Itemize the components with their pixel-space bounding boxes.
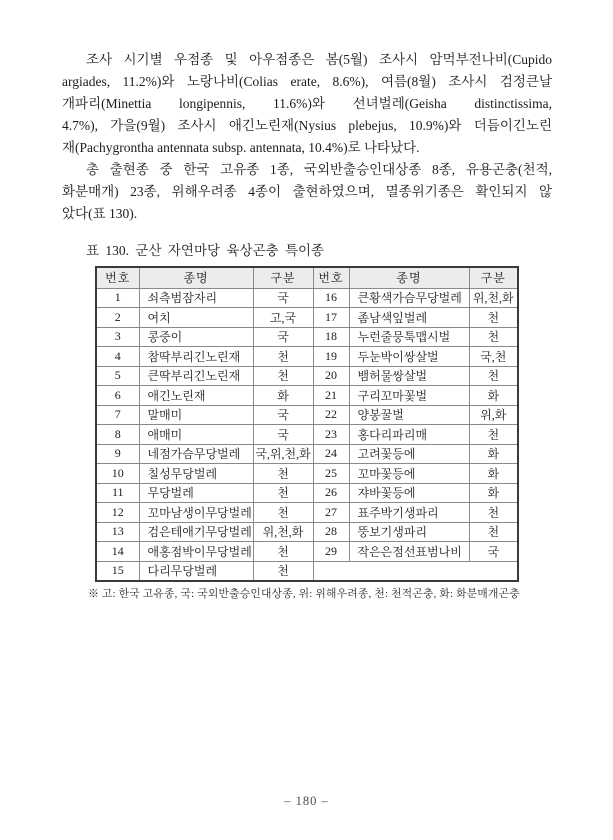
species-category-cell: 천 <box>469 503 518 523</box>
table-row <box>96 483 518 503</box>
table-header-cell: 종명 <box>349 267 469 288</box>
species-number-cell: 11 <box>96 483 139 503</box>
table-body <box>96 288 518 581</box>
table-caption: 표 130. 군산 자연마당 육상곤충 특이종 <box>86 243 325 258</box>
table-header-cell: 번호 <box>313 267 349 288</box>
species-category-cell: 위,천,화 <box>253 522 313 542</box>
species-name-cell: 콩중이 <box>139 327 253 347</box>
species-category-cell: 천 <box>253 561 313 581</box>
species-name-cell: 큰딱부리긴노린재 <box>139 366 253 386</box>
species-category-cell: 천 <box>469 425 518 445</box>
species-number-cell: 15 <box>96 561 139 581</box>
paragraph-line: 조사 시기별 우점종 및 아우점종은 봄(5월) 조사시 암먹부전나비(Cupido <box>86 52 552 67</box>
table-row <box>96 347 518 367</box>
table-row <box>96 386 518 406</box>
species-name-cell: 여치 <box>139 308 253 328</box>
species-name-cell: 쟈바꽃등에 <box>349 483 469 503</box>
species-number-cell: 29 <box>313 542 349 562</box>
paragraph <box>62 49 552 159</box>
species-name-cell: 애매미 <box>139 425 253 445</box>
species-category-cell: 천 <box>253 347 313 367</box>
species-number-cell: 22 <box>313 405 349 425</box>
species-table <box>95 266 519 582</box>
paragraph-line: argiades, 11.2%)와 노랑나비(Colias erate, 8.6%), 여름(8월) 조사시 검정큰날 <box>62 74 552 89</box>
species-category-cell: 국 <box>253 327 313 347</box>
paragraph-line: 았다(표 130). <box>62 206 138 221</box>
body-paragraphs <box>62 49 552 225</box>
species-category-cell: 국 <box>253 425 313 445</box>
table-header-cell: 구분 <box>253 267 313 288</box>
species-name-cell: 양봉꿀벌 <box>349 405 469 425</box>
species-category-cell: 천 <box>469 327 518 347</box>
table-row <box>96 503 518 523</box>
species-number-cell: 16 <box>313 288 349 308</box>
species-category-cell: 화 <box>469 386 518 406</box>
species-number-cell: 28 <box>313 522 349 542</box>
species-name-cell: 검은테애기무당벌레 <box>139 522 253 542</box>
species-category-cell: 화 <box>469 483 518 503</box>
table-row <box>96 288 518 308</box>
table-row <box>96 522 518 542</box>
species-name-cell: 다리무당벌레 <box>139 561 253 581</box>
species-number-cell: 10 <box>96 464 139 484</box>
species-name-cell: 애긴노린재 <box>139 386 253 406</box>
species-category-cell: 화 <box>469 444 518 464</box>
table-row <box>96 366 518 386</box>
species-category-cell: 국,천 <box>469 347 518 367</box>
species-name-cell: 구리꼬마꽃벌 <box>349 386 469 406</box>
paragraph-line: 4.7%), 가을(9월) 조사시 애긴노린재(Nysius plebejus, 10.9%)와 더듬이긴노린 <box>62 118 552 133</box>
species-category-cell: 국 <box>469 542 518 562</box>
species-name-cell: 무당벌레 <box>139 483 253 503</box>
paragraph-line: 재(Pachygrontha antennata subsp. antennata, 10.4%)로 나타났다. <box>62 140 420 155</box>
species-name-cell: 네점가슴무당벌레 <box>139 444 253 464</box>
species-number-cell: 1 <box>96 288 139 308</box>
species-name-cell: 꼬마남생이무당벌레 <box>139 503 253 523</box>
table-row <box>96 444 518 464</box>
species-category-cell: 화 <box>469 464 518 484</box>
species-number-cell: 8 <box>96 425 139 445</box>
empty-merged-cell <box>313 561 518 581</box>
table-row <box>96 561 518 581</box>
table-header-row <box>96 267 518 288</box>
table-header-cell: 번호 <box>96 267 139 288</box>
table-footnote: ※ 고: 한국 고유종, 국: 국외반출승인대상종, 위: 위해우려종, 천: 천적곤충, 화: 화분매개곤충 <box>88 587 520 600</box>
species-name-cell: 뱀허물쌍살벌 <box>349 366 469 386</box>
species-name-cell: 홍다리파리매 <box>349 425 469 445</box>
paragraph-line: 개파리(Minettia longipennis, 11.6%)와 선녀벌레(Geisha distinctissima, <box>62 96 552 111</box>
species-category-cell: 위,화 <box>469 405 518 425</box>
species-number-cell: 14 <box>96 542 139 562</box>
species-number-cell: 7 <box>96 405 139 425</box>
species-name-cell: 표주박기생파리 <box>349 503 469 523</box>
page-number: – 180 – <box>284 794 329 808</box>
table-header-cell: 구분 <box>469 267 518 288</box>
species-name-cell: 말매미 <box>139 405 253 425</box>
page-content <box>62 49 552 601</box>
species-name-cell: 칠성무당벌레 <box>139 464 253 484</box>
species-category-cell: 천 <box>469 366 518 386</box>
species-category-cell: 국 <box>253 405 313 425</box>
species-category-cell: 위,천,화 <box>469 288 518 308</box>
table-row <box>96 425 518 445</box>
table-header-cell: 종명 <box>139 267 253 288</box>
species-number-cell: 17 <box>313 308 349 328</box>
species-number-cell: 13 <box>96 522 139 542</box>
species-category-cell: 천 <box>253 366 313 386</box>
table-row <box>96 542 518 562</box>
species-number-cell: 12 <box>96 503 139 523</box>
species-category-cell: 천 <box>253 483 313 503</box>
species-category-cell: 천 <box>253 542 313 562</box>
species-number-cell: 2 <box>96 308 139 328</box>
table-row <box>96 308 518 328</box>
species-category-cell: 천 <box>469 522 518 542</box>
species-number-cell: 24 <box>313 444 349 464</box>
species-number-cell: 26 <box>313 483 349 503</box>
species-name-cell: 좀남색잎벌레 <box>349 308 469 328</box>
species-number-cell: 19 <box>313 347 349 367</box>
species-number-cell: 21 <box>313 386 349 406</box>
species-name-cell: 뚱보기생파리 <box>349 522 469 542</box>
species-category-cell: 천 <box>253 464 313 484</box>
paragraph-line: 총 출현종 중 한국 고유종 1종, 국외반출승인대상종 8종, 유용곤충(천적, <box>86 162 552 177</box>
species-category-cell: 천 <box>253 503 313 523</box>
species-name-cell: 큰황색가슴무당벌레 <box>349 288 469 308</box>
table-row <box>96 327 518 347</box>
species-number-cell: 23 <box>313 425 349 445</box>
species-category-cell: 천 <box>469 308 518 328</box>
species-number-cell: 6 <box>96 386 139 406</box>
table-row <box>96 464 518 484</box>
species-number-cell: 9 <box>96 444 139 464</box>
species-name-cell: 누런줄뭉툭맵시벌 <box>349 327 469 347</box>
species-name-cell: 애홍점박이무당벌레 <box>139 542 253 562</box>
species-number-cell: 3 <box>96 327 139 347</box>
species-name-cell: 작은은점선표범나비 <box>349 542 469 562</box>
species-category-cell: 국,위,천,화 <box>253 444 313 464</box>
species-number-cell: 27 <box>313 503 349 523</box>
species-category-cell: 화 <box>253 386 313 406</box>
species-number-cell: 4 <box>96 347 139 367</box>
species-number-cell: 20 <box>313 366 349 386</box>
species-name-cell: 참딱부리긴노린재 <box>139 347 253 367</box>
paragraph <box>62 159 552 225</box>
species-category-cell: 고,국 <box>253 308 313 328</box>
species-name-cell: 꼬마꽃등에 <box>349 464 469 484</box>
species-name-cell: 두눈박이쌍살벌 <box>349 347 469 367</box>
species-number-cell: 5 <box>96 366 139 386</box>
paragraph-line: 화분매개) 23종, 위해우려종 4종이 출현하였으며, 멸종위기종은 확인되지 않 <box>62 184 552 199</box>
table-row <box>96 405 518 425</box>
species-name-cell: 고려꽃등에 <box>349 444 469 464</box>
species-number-cell: 25 <box>313 464 349 484</box>
species-number-cell: 18 <box>313 327 349 347</box>
species-name-cell: 쇠측범잠자리 <box>139 288 253 308</box>
species-category-cell: 국 <box>253 288 313 308</box>
